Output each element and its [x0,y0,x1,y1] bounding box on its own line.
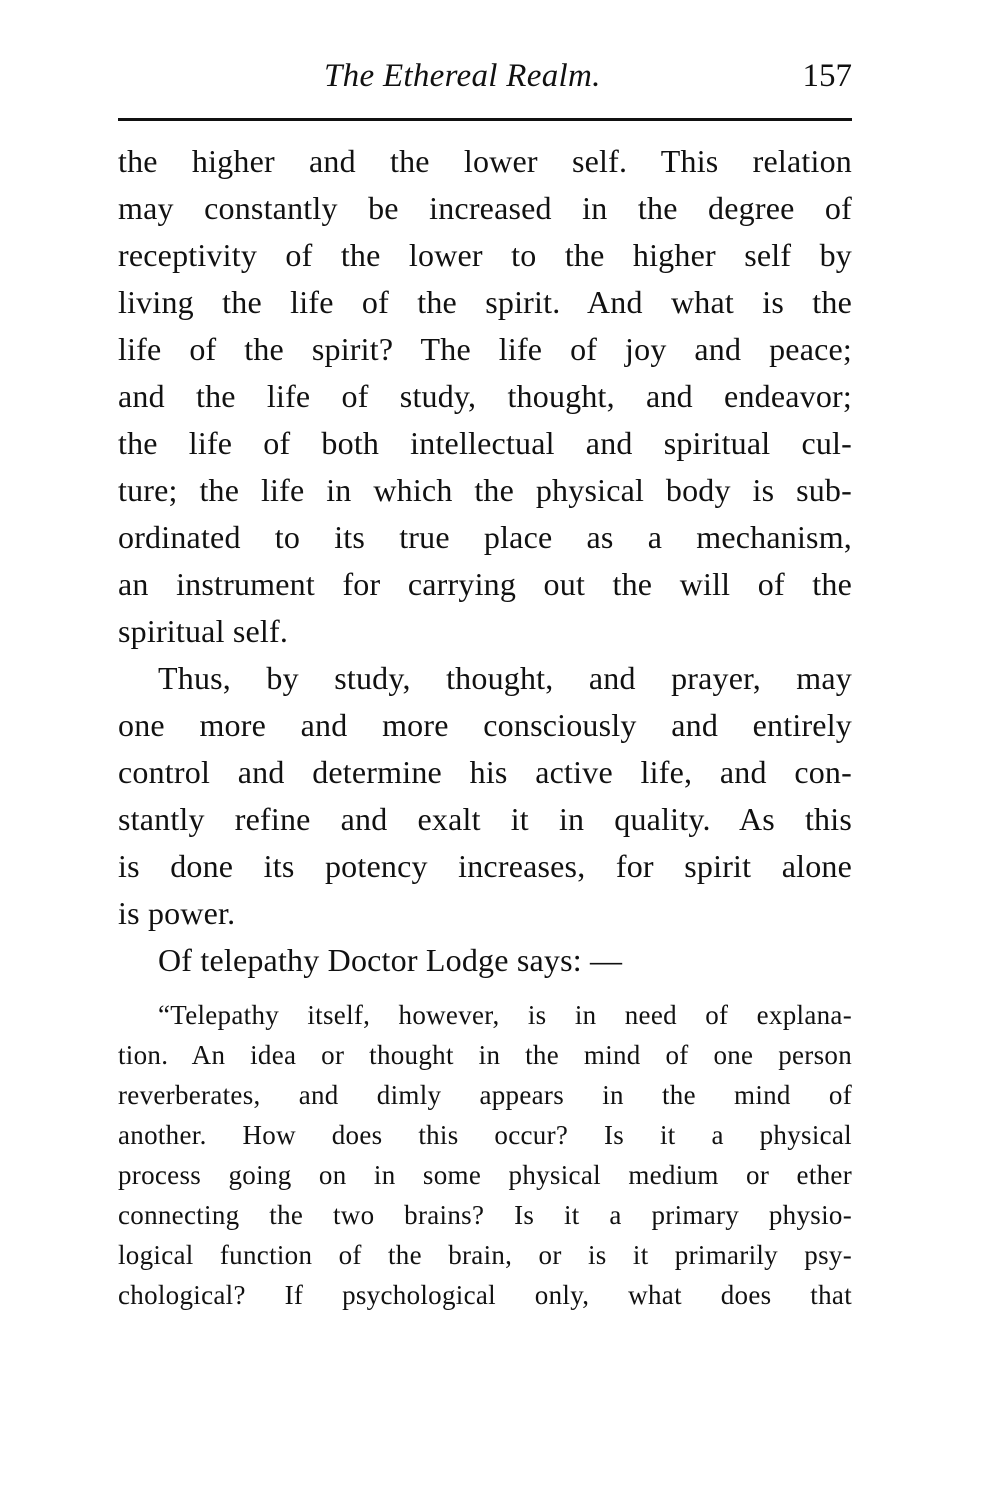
quote-line: logical function of the brain, or is it primarily psy- [118,1240,852,1270]
paragraph-2 [118,655,852,937]
text-line: stantly refine and exalt it in quality. As this [118,801,852,837]
block-quote [118,995,852,1315]
text-line: living the life of the spirit. And what is the [118,284,852,320]
text-line: life of the spirit? The life of joy and peace; [118,331,852,367]
header-rule [118,118,852,121]
paragraph-3 [118,937,852,984]
quote-line: another. How does this occur? Is it a physical [118,1120,852,1150]
quote-line: tion. An idea or thought in the mind of one person [118,1040,852,1070]
text-line: the higher and the lower self. This relation [118,143,852,179]
quote-line: reverberates, and dimly appears in the mind of [118,1080,852,1110]
text-line: may constantly be increased in the degree of [118,190,852,226]
paragraph-1 [118,138,852,655]
text-line: receptivity of the lower to the higher self by [118,237,852,273]
text-line: Thus, by study, thought, and prayer, may [158,660,852,696]
running-head [118,58,852,102]
text-line: an instrument for carrying out the will of the [118,566,852,602]
text-line: the life of both intellectual and spiritual cul- [118,425,852,461]
quote-line: “Telepathy itself, however, is in need of explana- [158,1000,852,1030]
quote-line: chological? If psychological only, what does that [118,1280,852,1310]
page-number: 157 [802,58,852,94]
text-line: Of telepathy Doctor Lodge says: — [158,942,623,978]
text-line: ordinated to its true place as a mechanism, [118,519,852,555]
text-line: is power. [118,895,236,931]
quote-line: process going on in some physical medium or ether [118,1160,852,1190]
running-title: The Ethereal Realm. [324,58,601,94]
text-line: and the life of study, thought, and endeavor; [118,378,852,414]
text-line: ture; the life in which the physical body is sub- [118,472,852,508]
text-line: spiritual self. [118,613,289,649]
text-line: one more and more consciously and entirely [118,707,852,743]
text-line: control and determine his active life, and con- [118,754,852,790]
main-text [118,138,852,984]
quote-line: connecting the two brains? Is it a primary physio- [118,1200,852,1230]
text-line: is done its potency increases, for spirit alone [118,848,852,884]
